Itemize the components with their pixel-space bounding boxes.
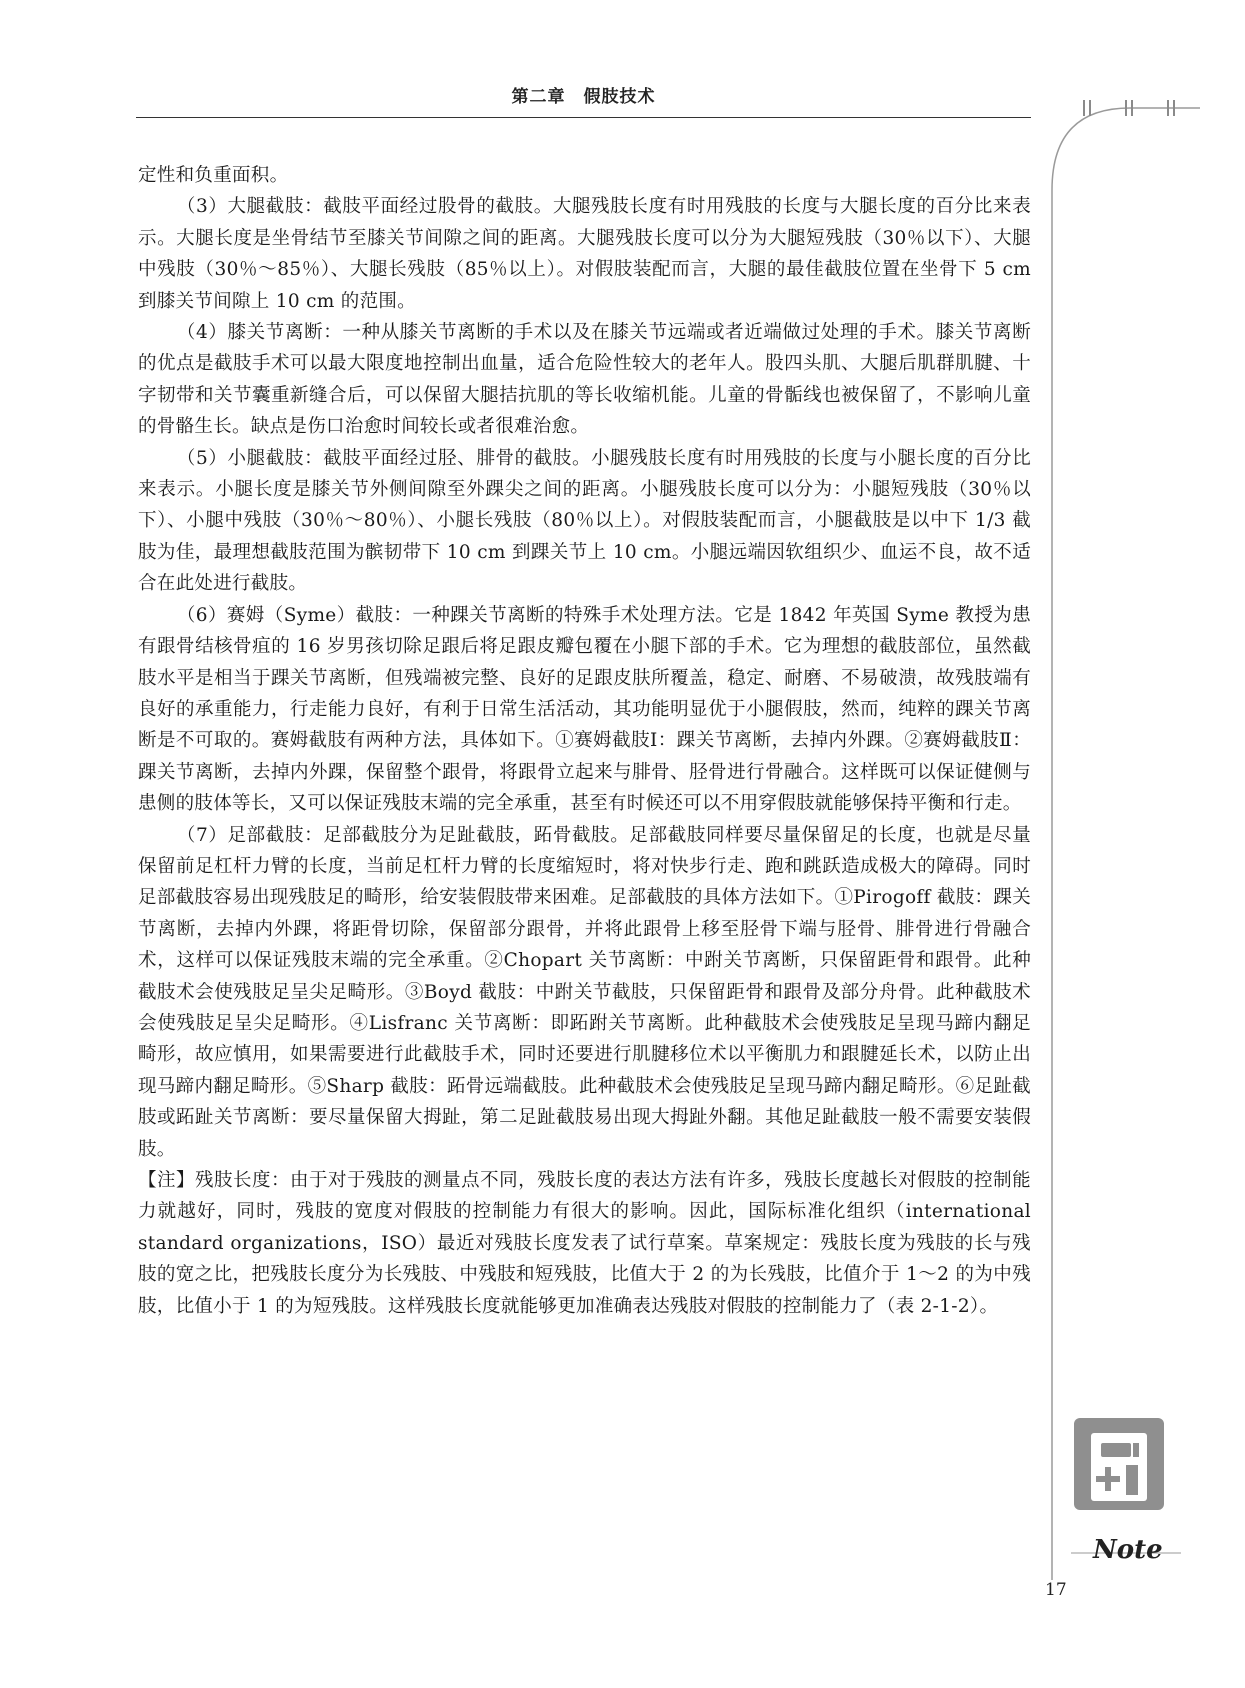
- main-text: [138, 160, 1031, 1322]
- paragraph-continuation: 定性和负重面积。: [138, 165, 289, 186]
- note-paragraph: [138, 1165, 1031, 1322]
- note-label: 【注】: [138, 1170, 196, 1191]
- paragraph-thigh-amputation: （3）大腿截肢：截肢平面经过股骨的截肢。大腿残肢长度有时用残肢的长度与大腿长度的百分比来表示。大腿长度是坐骨结节至膝关节间隙之间的距离。大腿残肢长度可以分为大腿短残肢（30％以下）、大腿中残肢（30％～85％）、大腿长残肢（85％以上）。对假肢装配而言，大腿的最佳截肢位置在坐骨下 5 cm 到膝关节间隙上 10 cm 的范围。: [138, 196, 1031, 312]
- margin-bracket-decoration: [1050, 100, 1200, 1580]
- note-sidebar-label: Note: [1093, 1535, 1163, 1565]
- note-text: 残肢长度：由于对于残肢的测量点不同，残肢长度的表达方法有许多，残肢长度越长对假肢的控制能力就越好，同时，残肢的宽度对假肢的控制能力有很大的影响。因此，国际标准化组织（international standard organizations，ISO）最近对残肢长度发表了试行草案。草案规定：残肢长度为残肢的长与残肢的宽之比，把残肢长度分为长残肢、中残肢和短残肢，比值大于 2 的为长残肢，比值介于 1～2 的为中残肢，比值小于 1 的为短残肢。这样残肢长度就能够更加准确表达残肢对假肢的控制能力了（表 2-1-2）。: [138, 1170, 1031, 1317]
- paragraph-knee-disarticulation: （4）膝关节离断：一种从膝关节离断的手术以及在膝关节远端或者近端做过处理的手术。膝关节离断的优点是截肢手术可以最大限度地控制出血量，适合危险性较大的老年人。股四头肌、大腿后肌群肌腱、十字韧带和关节囊重新缝合后，可以保留大腿拮抗肌的等长收缩机能。儿童的骨骺线也被保留了，不影响儿童的骨骼生长。缺点是伤口治愈时间较长或者很难治愈。: [138, 322, 1031, 438]
- paragraph-foot-amputation: （7）足部截肢：足部截肢分为足趾截肢，跖骨截肢。足部截肢同样要尽量保留足的长度，也就是尽量保留前足杠杆力臂的长度，当前足杠杆力臂的长度缩短时，将对快步行走、跑和跳跃造成极大的障碍。同时足部截肢容易出现残肢足的畸形，给安装假肢带来困难。足部截肢的具体方法如下。①Pirogoff 截肢：踝关节离断，去掉内外踝，将距骨切除，保留部分跟骨，并将此跟骨上移至胫骨下端与胫骨、腓骨进行骨融合术，这样可以保证残肢末端的完全承重。②Chopart 关节离断：中跗关节离断，只保留距骨和跟骨。此种截肢术会使残肢足呈尖足畸形。③Boyd 截肢：中跗关节截肢，只保留距骨和跟骨及部分舟骨。此种截肢术会使残肢足呈尖足畸形。④Lisfranc 关节离断：即跖跗关节离断。此种截肢术会使残肢足呈现马蹄内翻足畸形，故应慎用，如果需要进行此截肢手术，同时还要进行肌腱移位术以平衡肌力和跟腱延长术，以防止出现马蹄内翻足畸形。⑤Sharp 截肢：跖骨远端截肢。此种截肢术会使残肢足呈现马蹄内翻足畸形。⑥足趾截肢或跖趾关节离断：要尽量保留大拇趾，第二足趾截肢易出现大拇趾外翻。其他足趾截肢一般不需要安装假肢。: [138, 824, 1031, 1160]
- header-rule: [136, 117, 1031, 118]
- chapter-header: 第二章 假肢技术: [511, 87, 656, 107]
- paragraph-syme-amputation: （6）赛姆（Syme）截肢：一种踝关节离断的特殊手术处理方法。它是 1842 年英国 Syme 教授为患有跟骨结核骨疽的 16 岁男孩切除足跟后将足跟皮瓣包覆在小腿下部的手术。它为理想的截肢部位，虽然截肢水平是相当于踝关节离断，但残端被完整、良好的足跟皮肤所覆盖，稳定、耐磨、不易破溃，故残肢端有良好的承重能力，行走能力良好，有利于日常生活活动，其功能明显优于小腿假肢，然而，纯粹的踝关节离断是不可取的。赛姆截肢有两种方法，具体如下。①赛姆截肢Ⅰ：踝关节离断，去掉内外踝。②赛姆截肢Ⅱ：踝关节离断，去掉内外踝，保留整个跟骨，将跟骨立起来与腓骨、胫骨进行骨融合。这样既可以保证健侧与患侧的肢体等长，又可以保证残肢末端的完全承重，甚至有时候还可以不用穿假肢就能够保持平衡和行走。: [138, 604, 1031, 815]
- paragraph-lower-leg-amputation: （5）小腿截肢：截肢平面经过胫、腓骨的截肢。小腿残肢长度有时用残肢的长度与小腿长度的百分比来表示。小腿长度是膝关节外侧间隙至外踝尖之间的距离。小腿残肢长度可以分为：小腿短残肢（30％以下）、小腿中残肢（30％～80％）、小腿长残肢（80％以上）。对假肢装配而言，小腿截肢是以中下 1/3 截肢为佳，最理想截肢范围为髌韧带下 10 cm 到踝关节上 10 cm。小腿远端因软组织少、血运不良，故不适合在此处进行截肢。: [138, 447, 1031, 595]
- page-number: 17: [1045, 1580, 1067, 1600]
